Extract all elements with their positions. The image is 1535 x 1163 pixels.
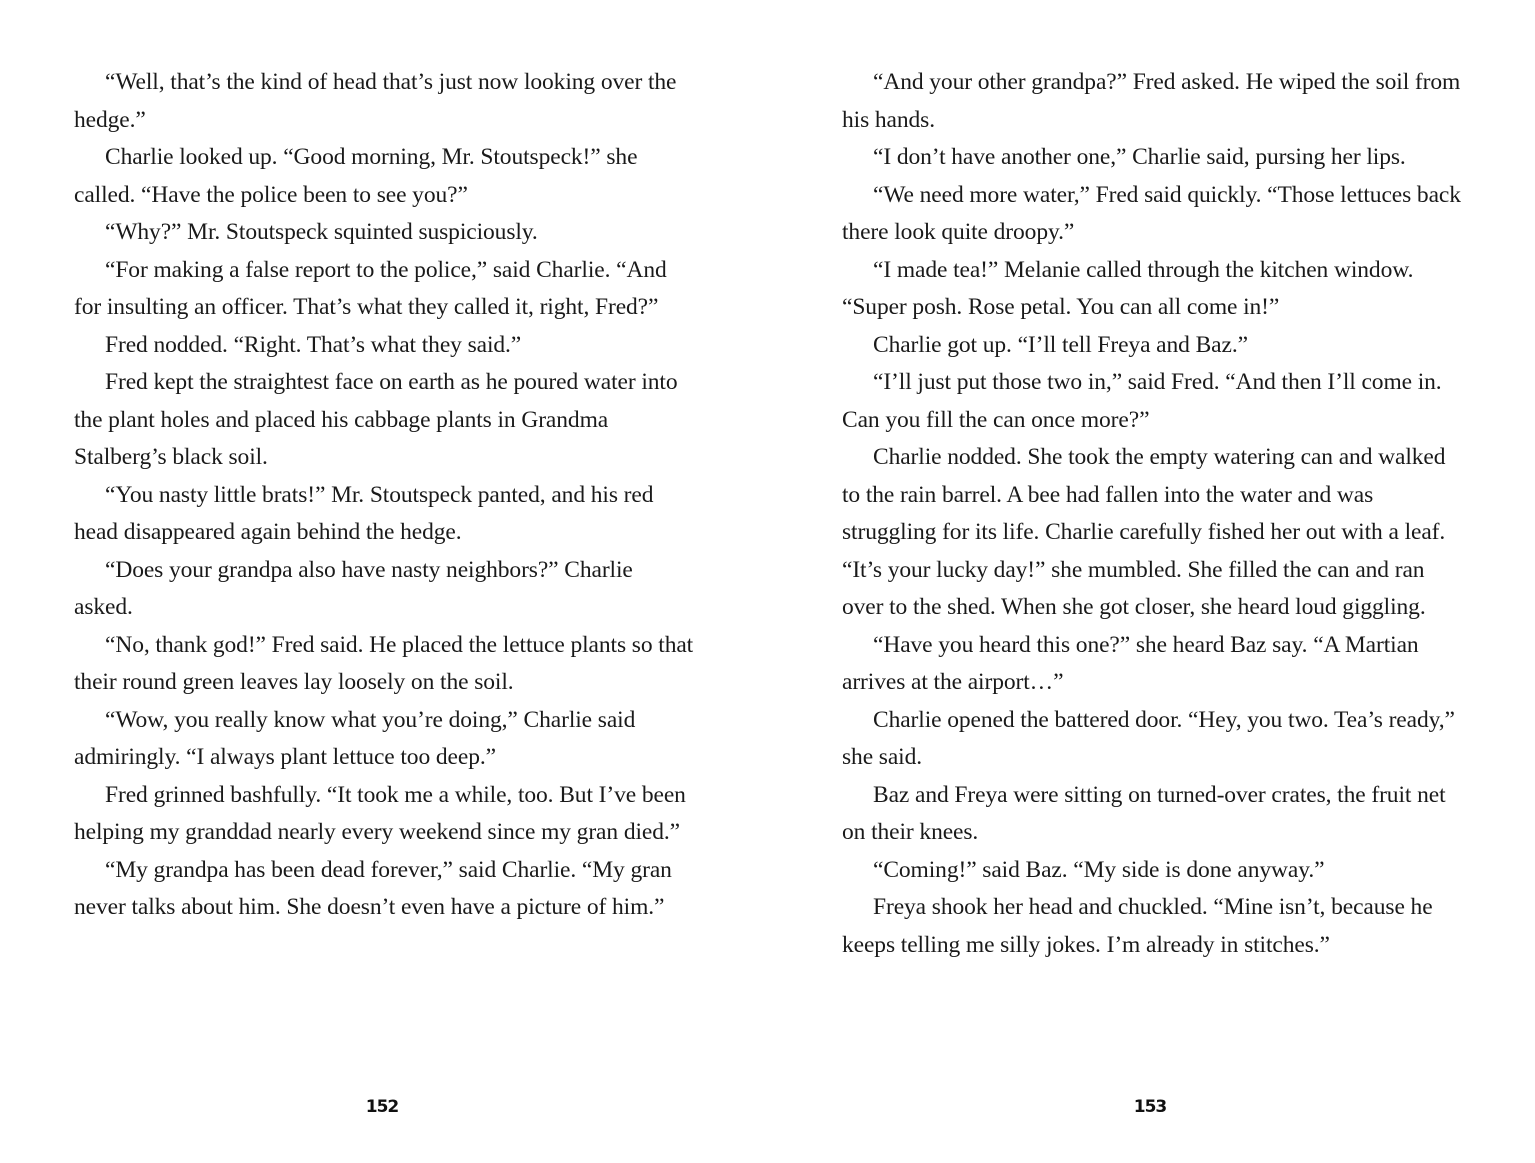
paragraph: Fred nodded. “Right. That’s what they said.” — [105, 331, 522, 358]
paragraph: “And your other grandpa?” Fred asked. He wiped the soil from his hands. — [842, 69, 1461, 133]
paragraph: “You nasty little brats!” Mr. Stoutspeck panted, and his red head disappeared again behind the hedge. — [74, 481, 654, 545]
page-number-left: 152 — [365, 1097, 399, 1117]
right-page — [842, 64, 1462, 964]
paragraph: “We need more water,” Fred said quickly. “Those lettuces back there look quite droopy.” — [842, 181, 1461, 245]
paragraph: “For making a false report to the police,” said Charlie. “And for insulting an officer. That’s what they called it, right, Fred?” — [74, 256, 667, 320]
paragraph: “Does your grandpa also have nasty neighbors?” Charlie asked. — [74, 556, 633, 620]
paragraph: “Have you heard this one?” she heard Baz say. “A Martian arrives at the airport…” — [842, 631, 1419, 695]
paragraph: “Coming!” said Baz. “My side is done anyway.” — [873, 856, 1325, 883]
paragraph: Charlie nodded. She took the empty watering can and walked to the rain barrel. A bee had fallen into the water and was struggling for its life. Charlie carefully fished her out with a leaf. “It’s your lucky day!” she mumbled. She filled the can and ran over to the shed. When she got closer, she heard loud giggling. — [842, 444, 1446, 620]
paragraph: Charlie looked up. “Good morning, Mr. Stoutspeck!” she called. “Have the police been to see you?” — [74, 144, 638, 208]
paragraph: “I don’t have another one,” Charlie said, pursing her lips. — [873, 144, 1406, 170]
left-page — [74, 64, 694, 927]
paragraph: “Why?” Mr. Stoutspeck squinted suspiciously. — [105, 219, 538, 245]
paragraph: “I made tea!” Melanie called through the kitchen window. “Super posh. Rose petal. You can all come in!” — [842, 256, 1414, 320]
paragraph: “My grandpa has been dead forever,” said Charlie. “My gran never talks about him. She doesn’t even have a picture of him.” — [74, 856, 672, 920]
paragraph: “Well, that’s the kind of head that’s just now looking over the hedge.” — [74, 69, 677, 133]
paragraph: Fred kept the straightest face on earth as he poured water into the plant holes and placed his cabbage plants in Grandma Stalberg’s black soil. — [74, 369, 678, 470]
paragraph: “Wow, you really know what you’re doing,” Charlie said admiringly. “I always plant lettuce too deep.” — [74, 706, 636, 770]
paragraph: “I’ll just put those two in,” said Fred. “And then I’ll come in. Can you fill the can once more?” — [842, 369, 1442, 433]
paragraph: Fred grinned bashfully. “It took me a while, too. But I’ve been helping my granddad nearly every weekend since my gran died.” — [74, 781, 686, 845]
page-number-right: 153 — [1133, 1097, 1167, 1117]
paragraph: Baz and Freya were sitting on turned-over crates, the fruit net on their knees. — [842, 781, 1446, 845]
paragraph: “No, thank god!” Fred said. He placed the lettuce plants so that their round green leaves lay loosely on the soil. — [74, 631, 694, 695]
paragraph: Freya shook her head and chuckled. “Mine isn’t, because he keeps telling me silly jokes. I’m already in stitches.” — [842, 894, 1433, 958]
paragraph: Charlie opened the battered door. “Hey, you two. Tea’s ready,” she said. — [842, 706, 1455, 770]
paragraph: Charlie got up. “I’ll tell Freya and Baz.” — [873, 331, 1248, 358]
